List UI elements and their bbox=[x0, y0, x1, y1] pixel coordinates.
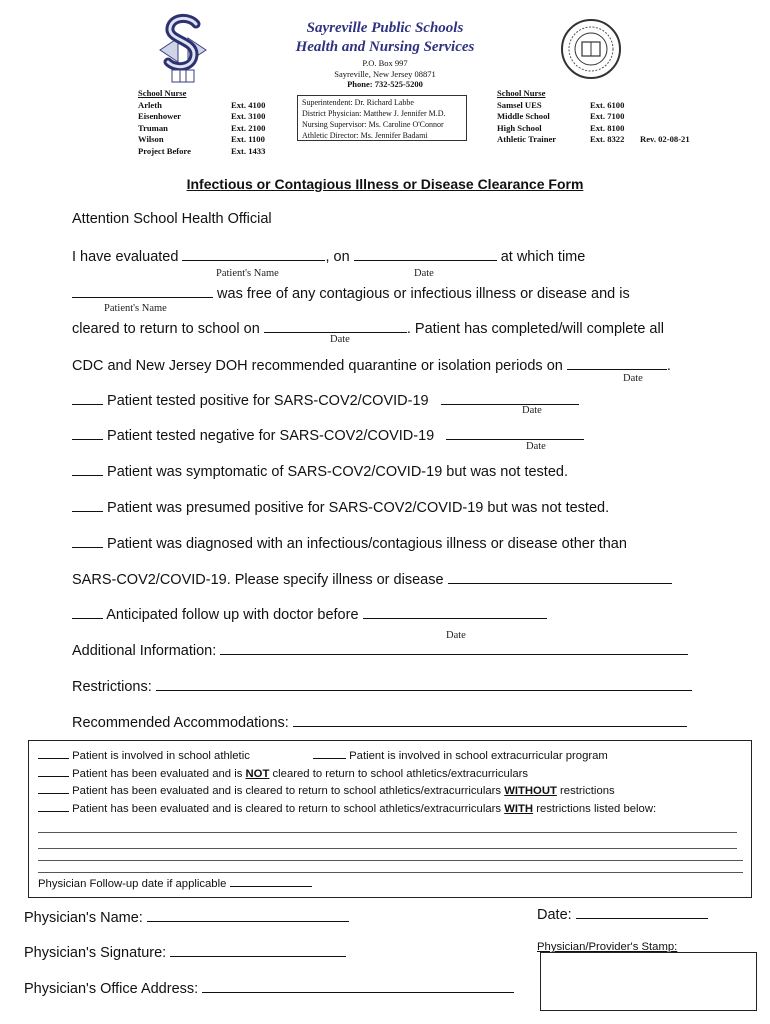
physician-name-line: Physician's Name: bbox=[24, 907, 349, 926]
positive-date-caption: Date bbox=[522, 405, 542, 416]
patient-name-field-2[interactable] bbox=[72, 283, 213, 298]
title-line-2: Health and Nursing Services bbox=[295, 39, 475, 55]
restrictions-line-2[interactable] bbox=[38, 848, 737, 849]
illness-specify-field[interactable] bbox=[448, 569, 672, 584]
patient-name-caption: Patient's Name bbox=[216, 268, 279, 279]
follow-up-date-caption: Date bbox=[446, 630, 466, 641]
attention-line: Attention School Health Official bbox=[72, 211, 272, 227]
box-line-3: Patient has been evaluated and is cleared to return to school athletics/extracurriculars WITHOUT restrictions bbox=[38, 782, 615, 801]
check-positive-blank[interactable] bbox=[72, 390, 103, 405]
line-evaluated: I have evaluated , on at which time bbox=[72, 246, 585, 265]
followup-line: Physician Follow-up date if applicable bbox=[38, 875, 312, 894]
quarantine-date-field[interactable] bbox=[567, 355, 667, 370]
physician-date-line: Date: bbox=[537, 904, 708, 923]
check-presumed: Patient was presumed positive for SARS-COV2/COVID-19 but was not tested. bbox=[72, 497, 609, 516]
line-restrictions: Restrictions: bbox=[72, 676, 692, 695]
staff-line: Nursing Supervisor: Ms. Caroline O'Connor bbox=[302, 120, 444, 129]
box-line-1b: Patient is involved in school extracurricular program bbox=[313, 747, 608, 766]
follow-up-date-field[interactable] bbox=[363, 604, 547, 619]
return-date-caption: Date bbox=[330, 334, 350, 345]
restrictions-line-4[interactable] bbox=[38, 872, 743, 873]
staff-box bbox=[297, 95, 467, 141]
athletics-box bbox=[28, 740, 752, 898]
left-nurse-list bbox=[138, 88, 278, 157]
right-nurse-list bbox=[497, 88, 637, 146]
cleared-without-check[interactable] bbox=[38, 782, 69, 794]
left-nurse-heading: School Nurse bbox=[138, 88, 187, 98]
staff-line: District Physician: Matthew J. Jennifer M.D. bbox=[302, 109, 446, 118]
check-presumed-blank[interactable] bbox=[72, 497, 103, 512]
positive-date-field[interactable] bbox=[441, 390, 579, 405]
check-symptomatic-blank[interactable] bbox=[72, 461, 103, 476]
restrictions-line-3[interactable] bbox=[38, 860, 743, 861]
left-school-row: Project Before Ext. 1433 bbox=[138, 145, 266, 156]
right-school-row: Samsel UES Ext. 6100 bbox=[497, 99, 625, 110]
not-cleared-check[interactable] bbox=[38, 765, 69, 777]
box-line-2: Patient has been evaluated and is NOT cleared to return to school athletics/extracurriculars bbox=[38, 765, 528, 784]
city: Sayreville, New Jersey 08871 bbox=[334, 68, 436, 79]
line-specify-illness: SARS-COV2/COVID-19. Please specify illness or disease bbox=[72, 569, 672, 588]
patient-name-field[interactable] bbox=[182, 246, 325, 261]
left-school-row: Eisenhower Ext. 3100 bbox=[138, 111, 266, 121]
district-address bbox=[270, 58, 500, 90]
stamp-box[interactable] bbox=[540, 952, 757, 1011]
right-school-row: Middle School Ext. 7100 bbox=[497, 111, 625, 121]
return-date-field[interactable] bbox=[264, 318, 407, 333]
staff-line: Superintendent: Dr. Richard Labbe bbox=[302, 98, 414, 107]
check-symptomatic: Patient was symptomatic of SARS-COV2/COVID-19 but was not tested. bbox=[72, 461, 568, 480]
evaluation-date-field[interactable] bbox=[354, 246, 497, 261]
physician-address-line: Physician's Office Address: bbox=[24, 978, 514, 997]
restrictions-field[interactable] bbox=[156, 676, 692, 691]
negative-date-caption: Date bbox=[526, 441, 546, 452]
restrictions-line-1[interactable] bbox=[38, 832, 737, 833]
patient-name-caption-2: Patient's Name bbox=[104, 303, 167, 314]
physician-address-field[interactable] bbox=[202, 978, 514, 993]
line-accommodations: Recommended Accommodations: bbox=[72, 712, 687, 731]
phone: Phone: 732-525-5200 bbox=[347, 79, 423, 89]
po-box: P.O. Box 997 bbox=[362, 58, 408, 68]
staff-line: Athletic Director: Ms. Jennifer Badami bbox=[302, 131, 428, 140]
check-negative-blank[interactable] bbox=[72, 425, 103, 440]
athletic-check[interactable] bbox=[38, 747, 69, 759]
left-school-row: Wilson Ext. 1100 bbox=[138, 134, 265, 144]
physician-date-field[interactable] bbox=[576, 904, 708, 919]
negative-date-field[interactable] bbox=[446, 425, 584, 440]
check-follow-up-blank[interactable] bbox=[72, 604, 103, 619]
line-free-of-illness: was free of any contagious or infectious illness or disease and is bbox=[72, 283, 630, 302]
district-title bbox=[270, 19, 500, 57]
line-additional-info: Additional Information: bbox=[72, 640, 688, 659]
check-follow-up: Anticipated follow up with doctor before bbox=[72, 604, 547, 623]
left-school-row: Arleth Ext. 4100 bbox=[138, 99, 266, 110]
quarantine-date-caption: Date bbox=[623, 373, 643, 384]
revision-date: Rev. 02-08-21 bbox=[640, 134, 690, 144]
district-logo bbox=[150, 10, 216, 86]
left-school-row: Truman Ext. 2100 bbox=[138, 122, 266, 133]
physician-name-field[interactable] bbox=[147, 907, 349, 922]
accommodations-field[interactable] bbox=[293, 712, 687, 727]
form-title: Infectious or Contagious Illness or Disease Clearance Form bbox=[186, 176, 584, 192]
title-line-1: Sayreville Public Schools bbox=[306, 20, 464, 36]
box-line-4: Patient has been evaluated and is cleared to return to school athletics/extracurriculars WITH restrictions listed below: bbox=[38, 800, 656, 819]
followup-date-field[interactable] bbox=[230, 875, 312, 887]
extracurricular-check[interactable] bbox=[313, 747, 346, 759]
physician-signature-field[interactable] bbox=[170, 942, 346, 957]
box-line-1: Patient is involved in school athletic bbox=[38, 747, 250, 766]
check-positive: Patient tested positive for SARS-COV2/COVID-19 bbox=[72, 390, 579, 409]
additional-info-field[interactable] bbox=[220, 640, 688, 655]
date-caption: Date bbox=[414, 268, 434, 279]
right-nurse-heading: School Nurse bbox=[497, 88, 546, 98]
line-quarantine: CDC and New Jersey DOH recommended quarantine or isolation periods on . bbox=[72, 355, 671, 374]
cleared-with-check[interactable] bbox=[38, 800, 69, 812]
stamp-label: Physician/Provider's Stamp: bbox=[537, 941, 678, 953]
check-other-illness: Patient was diagnosed with an infectious/contagious illness or disease other than bbox=[72, 533, 627, 552]
line-cleared-return: cleared to return to school on . Patient has completed/will complete all bbox=[72, 318, 664, 337]
check-negative: Patient tested negative for SARS-COV2/COVID-19 bbox=[72, 425, 584, 444]
check-other-illness-blank[interactable] bbox=[72, 533, 103, 548]
physician-signature-line: Physician's Signature: bbox=[24, 942, 346, 961]
right-school-row: High School Ext. 8100 bbox=[497, 122, 625, 133]
right-school-row: Athletic Trainer Ext. 8322 bbox=[497, 134, 625, 144]
district-seal bbox=[560, 18, 622, 80]
